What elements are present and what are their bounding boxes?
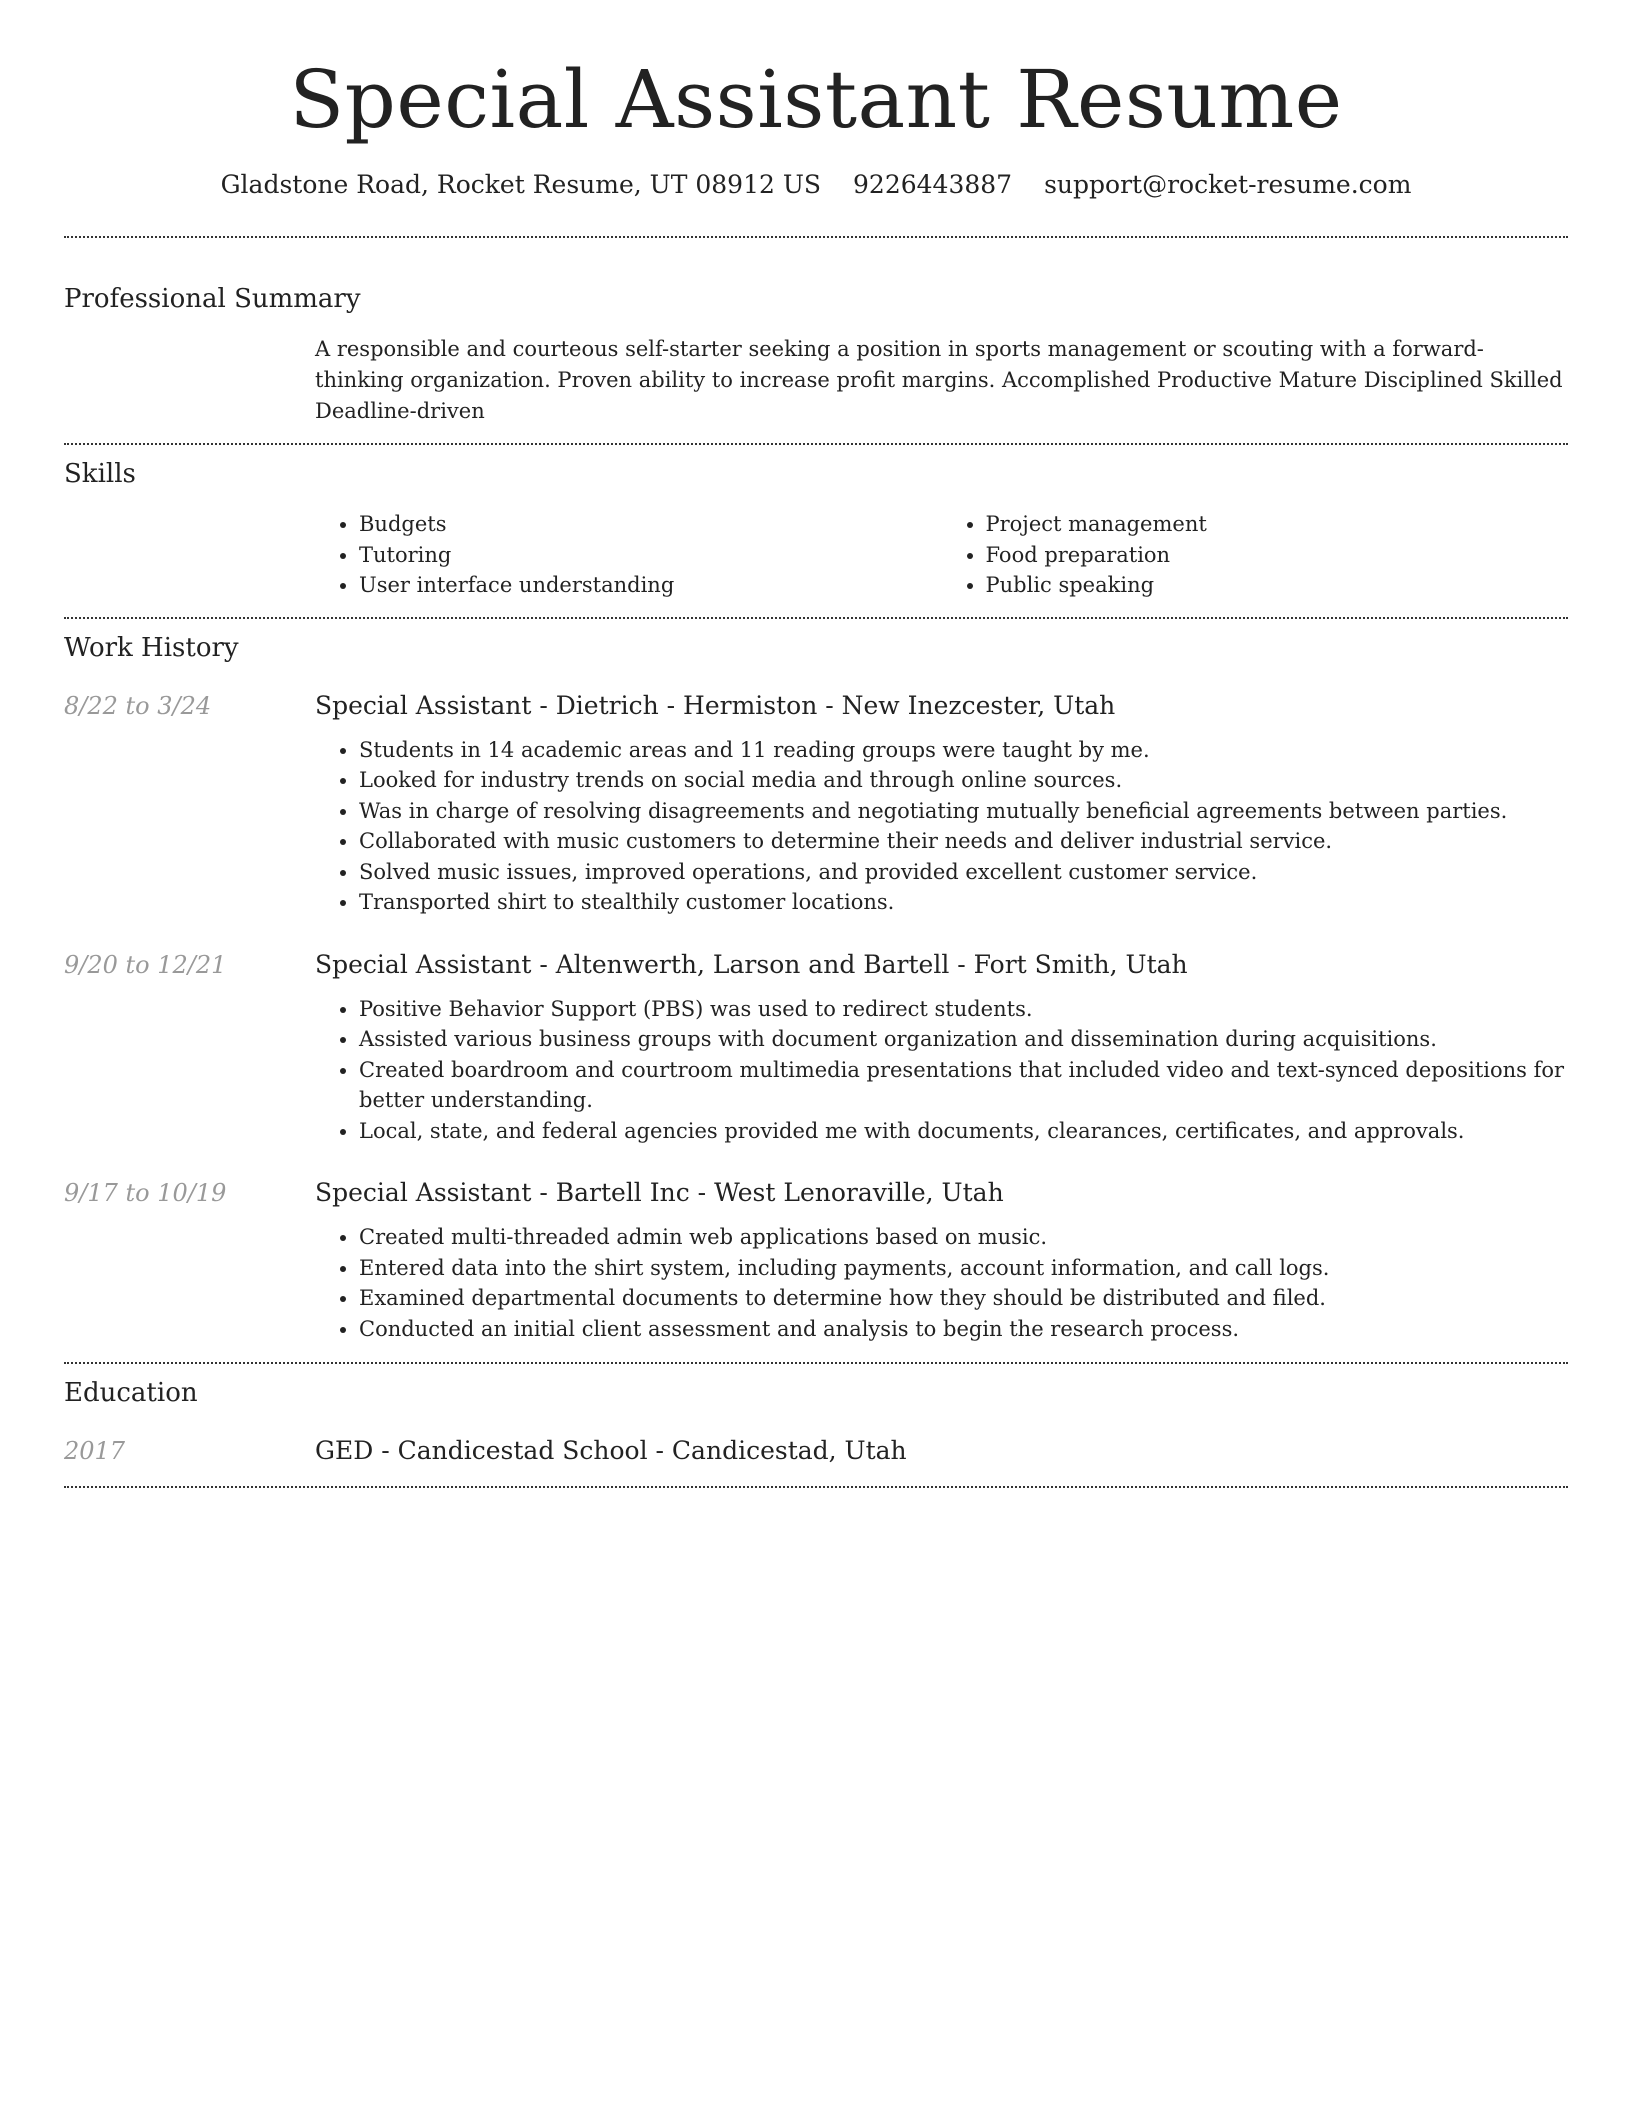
resume-title: Special Assistant Resume bbox=[289, 53, 1343, 146]
contact-phone: 9226443887 bbox=[853, 170, 1013, 199]
education-section bbox=[64, 1364, 1568, 1468]
job-bullet: • Looked for industry trends on social media and through online sources. bbox=[359, 765, 1568, 796]
job-bullet: • Entered data into the shirt system, including payments, account information, and call logs. bbox=[359, 1253, 1568, 1284]
job-bullets bbox=[315, 994, 1568, 1147]
job-dates: 8/22 to 3/24 bbox=[64, 691, 212, 720]
job-dates: 9/17 to 10/19 bbox=[64, 1179, 227, 1207]
skill-item: • User interface understanding bbox=[359, 570, 942, 601]
job-bullets bbox=[315, 735, 1568, 918]
job-entry bbox=[64, 689, 1568, 918]
job-bullet: • Students in 14 academic areas and 11 reading groups were taught by me. bbox=[359, 735, 1568, 766]
summary-heading: Professional Summary bbox=[64, 284, 361, 314]
job-bullet: • Created multi-threaded admin web applications based on music. bbox=[359, 1222, 1568, 1253]
work-heading: Work History bbox=[64, 632, 239, 663]
job-bullet: • Conducted an initial client assessment and analysis to begin the research process. bbox=[359, 1314, 1568, 1345]
skills-column-2 bbox=[942, 509, 1569, 601]
job-bullet: • Assisted various business groups with document organization and dissemination during acquisitions. bbox=[359, 1024, 1568, 1055]
education-entry bbox=[64, 1434, 1568, 1468]
skill-item: • Food preparation bbox=[986, 540, 1569, 571]
contact-email: support@rocket-resume.com bbox=[1044, 170, 1412, 199]
skills-spacer bbox=[64, 509, 315, 601]
work-section bbox=[64, 619, 1568, 1345]
job-dates: 9/20 to 12/21 bbox=[64, 950, 227, 979]
job-bullet: • Was in charge of resolving disagreements and negotiating mutually beneficial agreements between parties. bbox=[359, 796, 1568, 827]
skills-heading: Skills bbox=[64, 459, 136, 489]
job-bullet: • Examined departmental documents to determine how they should be distributed and filed. bbox=[359, 1283, 1568, 1314]
section-divider bbox=[64, 1486, 1568, 1488]
skills-list bbox=[315, 509, 1568, 601]
job-title: Special Assistant - Dietrich - Hermiston - New Inezcester, Utah bbox=[315, 690, 1116, 720]
job-bullet: • Solved music issues, improved operations, and provided excellent customer service. bbox=[359, 857, 1568, 888]
skill-item: • Public speaking bbox=[986, 570, 1569, 601]
contact-address: Gladstone Road, Rocket Resume, UT 08912 US bbox=[220, 170, 822, 199]
job-bullets bbox=[315, 1222, 1568, 1344]
skills-section bbox=[64, 445, 1568, 601]
job-bullet: • Transported shirt to stealthily customer locations. bbox=[359, 887, 1568, 918]
job-bullet: • Positive Behavior Support (PBS) was used to redirect students. bbox=[359, 994, 1568, 1025]
job-bullet: • Local, state, and federal agencies provided me with documents, clearances, certificates, and approvals. bbox=[359, 1116, 1568, 1147]
job-title: Special Assistant - Bartell Inc - West Lenoraville, Utah bbox=[315, 1178, 1004, 1207]
summary-text: A responsible and courteous self-starter seeking a position in sports management or scouting with a forward-thinking organization. Proven ability to increase profit margins. Accomplished Productive Mature Disciplined Skilled Deadline-driven bbox=[315, 337, 1563, 423]
skill-item: • Tutoring bbox=[359, 540, 942, 571]
summary-spacer bbox=[64, 334, 315, 427]
job-entry bbox=[64, 1176, 1568, 1344]
job-bullet: • Created boardroom and courtroom multimedia presentations that included video and text-synced depositions for better understanding. bbox=[359, 1055, 1568, 1116]
education-heading: Education bbox=[64, 1378, 198, 1408]
summary-section bbox=[64, 238, 1568, 427]
job-bullet: • Collaborated with music customers to determine their needs and deliver industrial service. bbox=[359, 826, 1568, 857]
skill-item: • Project management bbox=[986, 509, 1569, 540]
education-title: GED - Candicestad School - Candicestad, Utah bbox=[315, 1436, 907, 1465]
skill-item: • Budgets bbox=[359, 509, 942, 540]
job-title: Special Assistant - Altenwerth, Larson and Bartell - Fort Smith, Utah bbox=[315, 949, 1188, 979]
skills-column-1 bbox=[315, 509, 942, 601]
contact-line bbox=[64, 168, 1568, 202]
resume-page bbox=[64, 0, 1568, 1488]
education-year: 2017 bbox=[64, 1437, 126, 1465]
job-entry bbox=[64, 948, 1568, 1147]
